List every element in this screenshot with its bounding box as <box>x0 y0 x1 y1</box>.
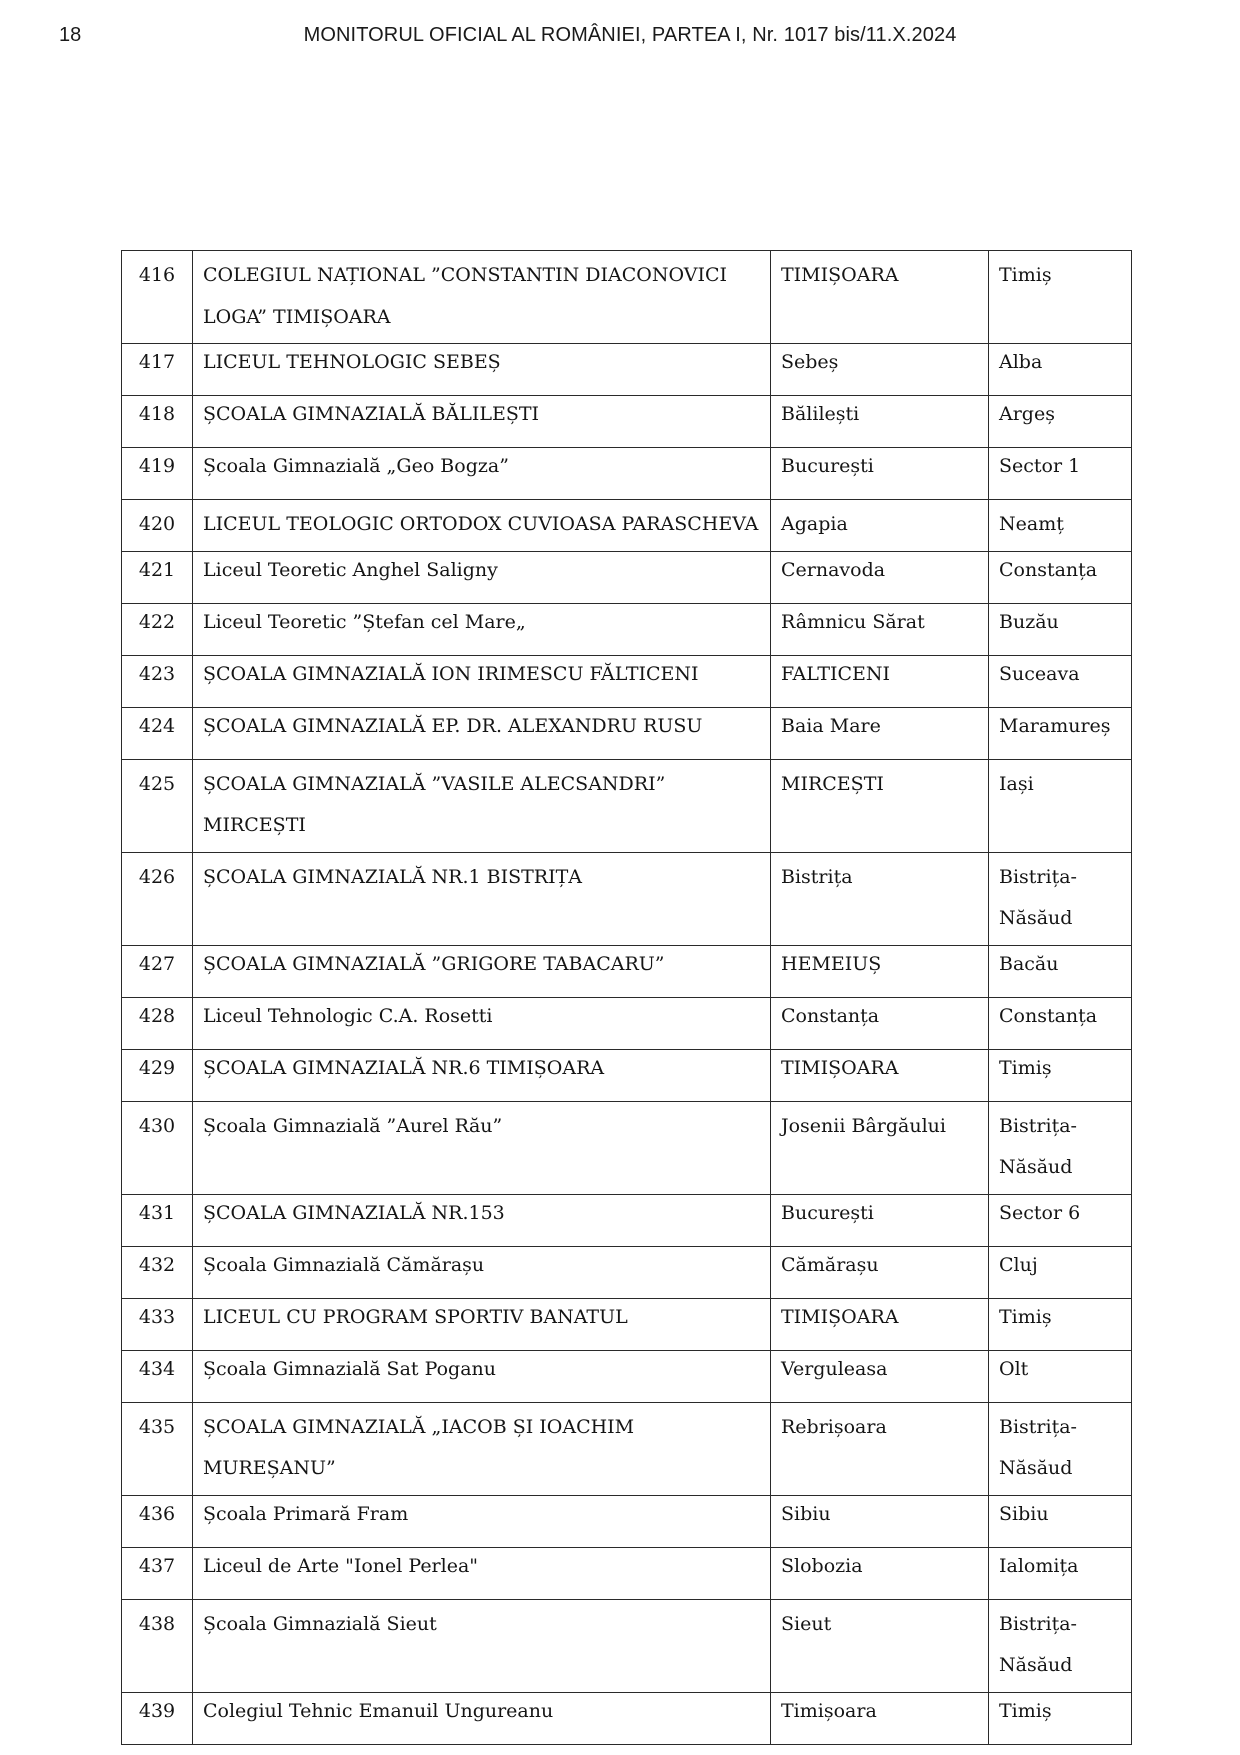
locality: Baia Mare <box>771 707 989 759</box>
school-name: Liceul de Arte "Ionel Perlea" <box>193 1547 771 1599</box>
page-header-title: MONITORUL OFICIAL AL ROMÂNIEI, PARTEA I, Nr. 1017 bis/11.X.2024 <box>303 24 957 46</box>
school-name: Colegiul Tehnic Emanuil Ungureanu <box>193 1692 771 1744</box>
county: Maramureș <box>989 707 1132 759</box>
school-name: Școala Gimnazială Sat Poganu <box>193 1350 771 1402</box>
county: Bistrița-Năsăud <box>989 1599 1132 1692</box>
row-number: 422 <box>122 603 193 655</box>
row-number: 432 <box>122 1246 193 1298</box>
county: Bistrița-Năsăud <box>989 1101 1132 1194</box>
locality: Bistrița <box>771 852 989 945</box>
row-number: 418 <box>122 396 193 448</box>
county: Constanța <box>989 997 1132 1049</box>
table-row <box>122 500 1132 552</box>
county: Suceava <box>989 655 1132 707</box>
county: Sector 6 <box>989 1194 1132 1246</box>
locality: TIMIȘOARA <box>771 1298 989 1350</box>
school-name: ȘCOALA GIMNAZIALĂ „IACOB ȘI IOACHIM MUREȘANU” <box>193 1402 771 1495</box>
row-number: 416 <box>122 251 193 344</box>
county: Bistrița-Năsăud <box>989 852 1132 945</box>
county: Olt <box>989 1350 1132 1402</box>
locality: Verguleasa <box>771 1350 989 1402</box>
table-row <box>122 852 1132 945</box>
row-number: 433 <box>122 1298 193 1350</box>
county: Ialomița <box>989 1547 1132 1599</box>
table-row <box>122 251 1132 344</box>
county: Cluj <box>989 1246 1132 1298</box>
locality: Constanța <box>771 997 989 1049</box>
row-number: 426 <box>122 852 193 945</box>
school-name: Școala Gimnazială Sieut <box>193 1599 771 1692</box>
locality: TIMIȘOARA <box>771 251 989 344</box>
row-number: 434 <box>122 1350 193 1402</box>
locality: MIRCEȘTI <box>771 759 989 852</box>
locality: Josenii Bârgăului <box>771 1101 989 1194</box>
locality: FALTICENI <box>771 655 989 707</box>
row-number: 423 <box>122 655 193 707</box>
table-row <box>122 344 1132 396</box>
row-number: 437 <box>122 1547 193 1599</box>
row-number: 438 <box>122 1599 193 1692</box>
county: Buzău <box>989 603 1132 655</box>
school-name: Școala Gimnazială „Geo Bogza” <box>193 448 771 500</box>
table-row <box>122 707 1132 759</box>
county: Alba <box>989 344 1132 396</box>
school-name: LICEUL TEOLOGIC ORTODOX CUVIOASA PARASCHEVA <box>193 500 771 552</box>
school-name: LICEUL TEHNOLOGIC SEBEȘ <box>193 344 771 396</box>
table-row <box>122 655 1132 707</box>
schools-table <box>121 250 1132 1745</box>
county: Timiș <box>989 1692 1132 1744</box>
table-row <box>122 448 1132 500</box>
school-name: Școala Gimnazială Cămărașu <box>193 1246 771 1298</box>
locality: Cămărașu <box>771 1246 989 1298</box>
row-number: 436 <box>122 1495 193 1547</box>
table-row <box>122 759 1132 852</box>
school-name: Liceul Teoretic ”Ștefan cel Mare„ <box>193 603 771 655</box>
table-row <box>122 1049 1132 1101</box>
row-number: 417 <box>122 344 193 396</box>
school-name: ȘCOALA GIMNAZIALĂ BĂLILEȘTI <box>193 396 771 448</box>
school-name: ȘCOALA GIMNAZIALĂ ION IRIMESCU FĂLTICENI <box>193 655 771 707</box>
table-row <box>122 1599 1132 1692</box>
table-row <box>122 1350 1132 1402</box>
table-row <box>122 1402 1132 1495</box>
locality: București <box>771 448 989 500</box>
county: Sector 1 <box>989 448 1132 500</box>
school-name: COLEGIUL NAȚIONAL ”CONSTANTIN DIACONOVICI LOGA” TIMIȘOARA <box>193 251 771 344</box>
row-number: 431 <box>122 1194 193 1246</box>
county: Constanța <box>989 551 1132 603</box>
row-number: 424 <box>122 707 193 759</box>
locality: Rebrișoara <box>771 1402 989 1495</box>
locality: București <box>771 1194 989 1246</box>
locality: Slobozia <box>771 1547 989 1599</box>
county: Bistrița-Năsăud <box>989 1402 1132 1495</box>
county: Argeș <box>989 396 1132 448</box>
row-number: 421 <box>122 551 193 603</box>
school-name: ȘCOALA GIMNAZIALĂ NR.153 <box>193 1194 771 1246</box>
school-name: ȘCOALA GIMNAZIALĂ ”GRIGORE TABACARU” <box>193 945 771 997</box>
table-row <box>122 1298 1132 1350</box>
table-row <box>122 396 1132 448</box>
county: Sibiu <box>989 1495 1132 1547</box>
row-number: 427 <box>122 945 193 997</box>
table-row <box>122 1692 1132 1744</box>
table-row <box>122 1101 1132 1194</box>
locality: Bălilești <box>771 396 989 448</box>
row-number: 430 <box>122 1101 193 1194</box>
table-row <box>122 1495 1132 1547</box>
table-row <box>122 603 1132 655</box>
row-number: 435 <box>122 1402 193 1495</box>
locality: Sieut <box>771 1599 989 1692</box>
school-name: ȘCOALA GIMNAZIALĂ NR.1 BISTRIȚA <box>193 852 771 945</box>
county: Neamț <box>989 500 1132 552</box>
row-number: 439 <box>122 1692 193 1744</box>
row-number: 429 <box>122 1049 193 1101</box>
school-name: ȘCOALA GIMNAZIALĂ EP. DR. ALEXANDRU RUSU <box>193 707 771 759</box>
row-number: 428 <box>122 997 193 1049</box>
table-row <box>122 1547 1132 1599</box>
school-name: Școala Primară Fram <box>193 1495 771 1547</box>
locality: Râmnicu Sărat <box>771 603 989 655</box>
table-row <box>122 551 1132 603</box>
table-row <box>122 1194 1132 1246</box>
locality: HEMEIUȘ <box>771 945 989 997</box>
locality: Cernavoda <box>771 551 989 603</box>
county: Timiș <box>989 251 1132 344</box>
row-number: 419 <box>122 448 193 500</box>
county: Timiș <box>989 1049 1132 1101</box>
locality: Agapia <box>771 500 989 552</box>
row-number: 425 <box>122 759 193 852</box>
county: Timiș <box>989 1298 1132 1350</box>
table-row <box>122 945 1132 997</box>
locality: Sibiu <box>771 1495 989 1547</box>
school-name: Școala Gimnazială ”Aurel Rău” <box>193 1101 771 1194</box>
school-name: LICEUL CU PROGRAM SPORTIV BANATUL <box>193 1298 771 1350</box>
county: Iași <box>989 759 1132 852</box>
table-row <box>122 1246 1132 1298</box>
county: Bacău <box>989 945 1132 997</box>
page-number: 18 <box>59 24 82 46</box>
row-number: 420 <box>122 500 193 552</box>
school-name: ȘCOALA GIMNAZIALĂ NR.6 TIMIȘOARA <box>193 1049 771 1101</box>
locality: TIMIȘOARA <box>771 1049 989 1101</box>
locality: Timișoara <box>771 1692 989 1744</box>
school-name: Liceul Teoretic Anghel Saligny <box>193 551 771 603</box>
table-row <box>122 997 1132 1049</box>
school-name: ȘCOALA GIMNAZIALĂ ”VASILE ALECSANDRI” MIRCEȘTI <box>193 759 771 852</box>
locality: Sebeș <box>771 344 989 396</box>
school-name: Liceul Tehnologic C.A. Rosetti <box>193 997 771 1049</box>
